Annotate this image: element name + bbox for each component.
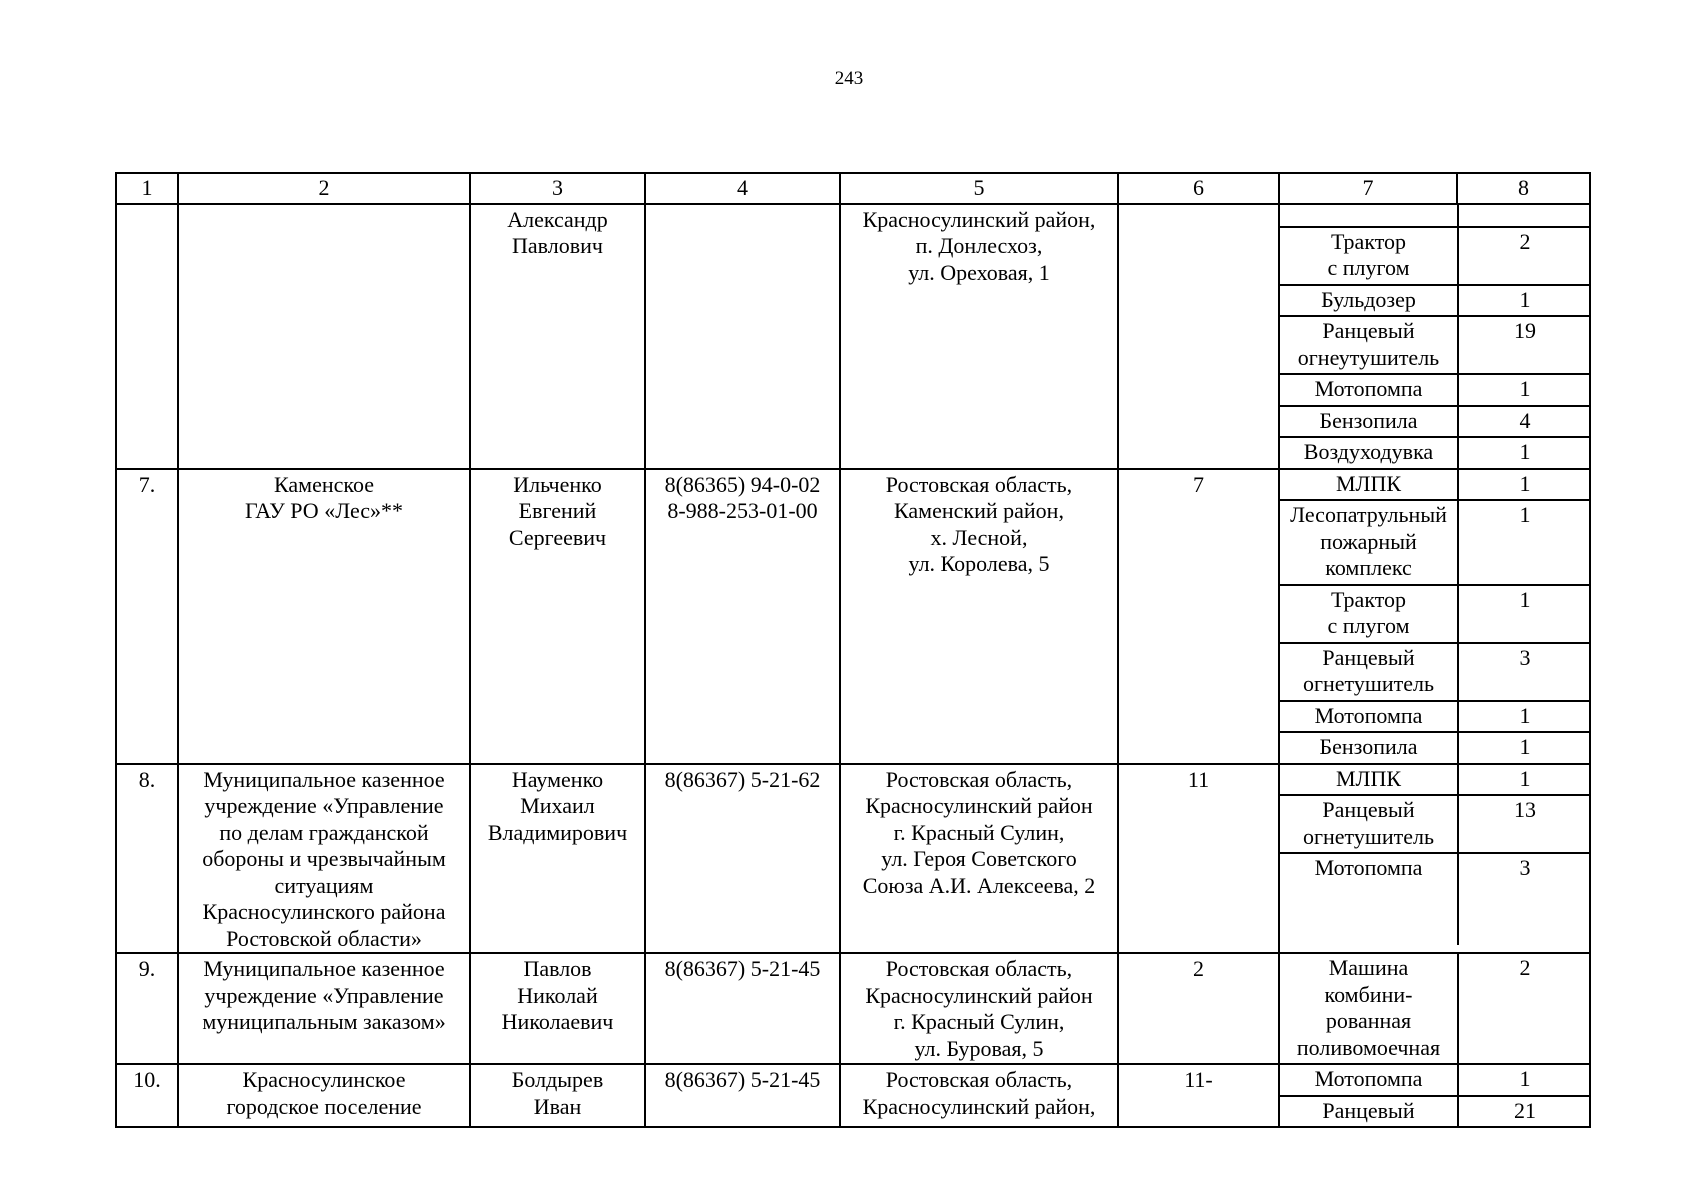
head-cell: [470, 1064, 645, 1127]
head-cell: [470, 469, 645, 764]
head-name-line: Николаевич: [501, 1009, 614, 1034]
organization-cell: [178, 1064, 470, 1127]
equipment-name-line: комплекс: [1325, 555, 1412, 580]
head-name-line: Ильченко: [513, 471, 602, 497]
equipment-subtable: [1280, 765, 1591, 946]
equipment-row: [1280, 1096, 1591, 1127]
equipment-row: [1280, 795, 1591, 853]
organization-line: ситуациям: [274, 872, 374, 898]
equipment-name: [1280, 374, 1458, 406]
address-line: г. Красный Сулин,: [893, 1009, 1065, 1034]
equipment-row: [1280, 316, 1591, 374]
equipment-row: [1280, 1065, 1591, 1096]
address-line: Красносулинский район,: [862, 1093, 1096, 1119]
header-row: [116, 173, 1590, 204]
equipment-quantity: 1: [1458, 701, 1591, 733]
equipment-row: [1280, 643, 1591, 701]
equipment-quantity: 1: [1458, 765, 1591, 796]
address-line: г. Красный Сулин,: [893, 819, 1065, 845]
head-name-line: Михаил: [520, 793, 595, 818]
equipment-quantity: 1: [1519, 439, 1531, 464]
equipment-quantity: 1: [1458, 470, 1591, 501]
head-name-line: Евгений: [518, 498, 597, 523]
organization-line: учреждение «Управление: [204, 982, 444, 1008]
equipment-quantity: 4: [1458, 406, 1591, 438]
equipment-name-line: МЛПК: [1335, 765, 1402, 791]
equipment-name: [1280, 227, 1458, 285]
equipment-name-line: Трактор: [1330, 228, 1407, 254]
equipment-name-line: поливомоечная: [1296, 1034, 1441, 1060]
equipment-name-line: рованная: [1325, 1008, 1412, 1033]
row-number: 7.: [116, 469, 178, 764]
equipment-name: [1280, 585, 1458, 643]
equipment-name: [1280, 954, 1458, 1063]
column-header: 4: [645, 173, 840, 204]
column-header: 7: [1279, 173, 1457, 204]
equipment-name: [1280, 795, 1458, 853]
equipment-quantity: 19: [1458, 316, 1591, 374]
address-cell: [840, 953, 1118, 1064]
column-header: 6: [1118, 173, 1279, 204]
data-table: [115, 172, 1591, 1128]
head-name-line: Павлов: [523, 956, 592, 981]
equipment-name-line: Ранцевый: [1322, 644, 1415, 670]
address-line: Красносулинский район: [865, 982, 1093, 1008]
equipment-row: [1280, 227, 1591, 285]
equipment-quantity: 13: [1458, 795, 1591, 853]
equipment-name-line: Трактор: [1330, 586, 1407, 612]
equipment-quantity: 21: [1514, 1097, 1536, 1123]
table-row: [116, 764, 1590, 954]
equipment-quantity: 1: [1519, 734, 1531, 759]
equipment-quantity: 2: [1519, 955, 1531, 980]
equipment-name: [1280, 765, 1458, 796]
equipment-name-line: Мотопомпа: [1314, 1066, 1423, 1091]
phone-cell: [645, 469, 840, 764]
organization-line: муниципальным заказом»: [202, 1009, 446, 1034]
equipment-name-line: Бульдозер: [1321, 286, 1416, 312]
address-line: ул. Буровая, 5: [914, 1035, 1044, 1061]
address-line: ул. Королева, 5: [908, 551, 1050, 576]
address-line: Ростовская область,: [885, 471, 1073, 497]
organization-line: Муниципальное казенное: [203, 766, 445, 792]
head-cell: [470, 764, 645, 954]
phone-line: 8(86365) 94-0-02: [664, 471, 821, 497]
equipment-name-line: с плугом: [1327, 613, 1410, 638]
equipment-row: [1280, 437, 1591, 468]
head-name-line: Владимирович: [487, 819, 628, 845]
equipment-subtable: [1280, 1065, 1591, 1126]
equipment-row: [1280, 470, 1591, 501]
phone-line: 8(86367) 5-21-62: [664, 766, 821, 792]
equipment-name-line: Мотопомпа: [1314, 855, 1423, 880]
equipment-name-line: огнетушитель: [1303, 823, 1434, 849]
equipment-cell: [1279, 204, 1590, 469]
organization-line: ГАУ РО «Лес»**: [244, 498, 404, 523]
equipment-name-line: Лесопатрульный: [1290, 502, 1447, 527]
equipment-subtable: [1280, 205, 1591, 468]
count-cell: 7: [1118, 469, 1279, 764]
equipment-name-line: МЛПК: [1335, 470, 1402, 496]
equipment-name: [1280, 732, 1458, 763]
head-name-line: Николай: [517, 982, 598, 1008]
phone-line: 8-988-253-01-00: [667, 498, 818, 523]
equipment-name: [1280, 316, 1458, 374]
equipment-name-line: Машина: [1328, 955, 1409, 980]
equipment-quantity: 1: [1458, 285, 1591, 317]
equipment-cell: [1279, 469, 1590, 764]
equipment-name-line: Ранцевый: [1322, 318, 1415, 343]
column-header: 8: [1457, 173, 1590, 204]
head-name-line: Сергеевич: [508, 524, 607, 550]
address-line: ул. Ореховая, 1: [908, 259, 1050, 285]
equipment-quantity: 3: [1519, 855, 1531, 880]
column-header: 5: [840, 173, 1118, 204]
equipment-name-line: с плугом: [1327, 255, 1410, 280]
organization-cell: [178, 469, 470, 764]
head-name-line: Павлович: [512, 233, 603, 258]
row-number: 9.: [116, 953, 178, 1064]
equipment-name: [1280, 437, 1458, 468]
address-cell: [840, 1064, 1118, 1127]
row-number: 8.: [116, 764, 178, 954]
address-line: ул. Героя Советского: [881, 846, 1077, 871]
organization-line: обороны и чрезвычайным: [202, 846, 446, 871]
equipment-name-line: комбини-: [1324, 981, 1413, 1007]
organization-cell: [178, 953, 470, 1064]
organization-line: Муниципальное казенное: [203, 956, 445, 981]
row-number: 10.: [116, 1064, 178, 1127]
address-cell: [840, 204, 1118, 469]
equipment-name: [1280, 1096, 1458, 1127]
address-cell: [840, 764, 1118, 954]
organization-line: Каменское: [274, 471, 374, 497]
address-line: Союза А.И. Алексеева, 2: [862, 872, 1096, 898]
organization-line: городское поселение: [226, 1093, 422, 1119]
address-line: Каменский район,: [894, 498, 1064, 523]
organization-line: учреждение «Управление: [204, 793, 444, 818]
column-header: 1: [116, 173, 178, 204]
table-row: [116, 1064, 1590, 1127]
equipment-row: [1280, 954, 1591, 1063]
equipment-quantity: 1: [1458, 500, 1591, 585]
head-name-line: Науменко: [511, 766, 604, 792]
phone-cell: [645, 204, 840, 469]
equipment-quantity: 1: [1458, 585, 1591, 643]
phone-line: 8(86367) 5-21-45: [664, 1067, 821, 1092]
phone-cell: [645, 953, 840, 1064]
address-line: Красносулинский район: [865, 793, 1093, 818]
head-name-line: Болдырев: [511, 1067, 604, 1092]
organization-line: Красносулинское: [242, 1067, 406, 1092]
row-number: [116, 204, 178, 469]
head-name-line: Иван: [533, 1093, 582, 1119]
address-cell: [840, 469, 1118, 764]
equipment-name-line: Ранцевый: [1322, 797, 1415, 822]
equipment-name: [1280, 853, 1458, 945]
count-cell: [1118, 204, 1279, 469]
equipment-quantity: [1458, 205, 1591, 227]
equipment-name-line: пожарный: [1320, 528, 1417, 554]
count-cell: 11: [1118, 764, 1279, 954]
equipment-row: [1280, 585, 1591, 643]
equipment-name: [1280, 470, 1458, 501]
page-number: 243: [834, 68, 864, 89]
equipment-subtable: [1280, 470, 1591, 763]
phone-cell: [645, 764, 840, 954]
organization-cell: [178, 764, 470, 954]
address-line: Ростовская область,: [885, 1067, 1073, 1092]
equipment-row: [1280, 701, 1591, 733]
equipment-name: [1280, 500, 1458, 585]
column-header: 2: [178, 173, 470, 204]
count-cell: 11-: [1118, 1064, 1279, 1127]
address-line: Красносулинский район,: [862, 206, 1096, 232]
equipment-name-line: Воздуходувка: [1303, 439, 1434, 464]
address-line: Ростовская область,: [885, 766, 1073, 792]
equipment-quantity: 1: [1458, 374, 1591, 406]
equipment-name-line: Ранцевый: [1322, 1097, 1415, 1123]
equipment-cell: [1279, 764, 1590, 954]
equipment-name: [1280, 1065, 1458, 1096]
organization-cell: [178, 204, 470, 469]
phone-line: 8(86367) 5-21-45: [664, 956, 821, 981]
equipment-row: [1280, 374, 1591, 406]
equipment-name: [1280, 701, 1458, 733]
equipment-row: [1280, 853, 1591, 945]
organization-line: Красносулинского района: [202, 899, 446, 924]
equipment-name: [1280, 205, 1458, 227]
table-row: [116, 953, 1590, 1064]
column-header: 3: [470, 173, 645, 204]
equipment-cell: [1279, 1064, 1590, 1127]
organization-line: по делам гражданской: [219, 819, 429, 845]
equipment-row: [1280, 205, 1591, 227]
equipment-name-line: Мотопомпа: [1314, 376, 1423, 401]
equipment-row: [1280, 406, 1591, 438]
count-cell: 2: [1118, 953, 1279, 1064]
equipment-subtable: [1280, 954, 1591, 1063]
equipment-row: [1280, 285, 1591, 317]
equipment-cell: [1279, 953, 1590, 1064]
equipment-quantity: 1: [1458, 1065, 1591, 1096]
equipment-row: [1280, 732, 1591, 763]
equipment-name-line: огнеутушитель: [1297, 344, 1440, 370]
equipment-name-line: Бензопила: [1319, 734, 1418, 759]
head-cell: [470, 953, 645, 1064]
equipment-name: [1280, 643, 1458, 701]
table-row: [116, 469, 1590, 764]
equipment-row: [1280, 500, 1591, 585]
address-line: х. Лесной,: [930, 524, 1028, 550]
address-line: Ростовская область,: [885, 956, 1073, 981]
head-cell: [470, 204, 645, 469]
equipment-name-line: Мотопомпа: [1314, 702, 1423, 728]
equipment-name: [1280, 285, 1458, 317]
table-row: [116, 204, 1590, 469]
phone-cell: [645, 1064, 840, 1127]
equipment-name-line: Бензопила: [1319, 407, 1418, 433]
address-line: п. Донлесхоз,: [915, 233, 1043, 258]
equipment-quantity: 3: [1458, 643, 1591, 701]
equipment-name: [1280, 406, 1458, 438]
equipment-name-line: огнетушитель: [1303, 671, 1434, 696]
equipment-row: [1280, 765, 1591, 796]
equipment-quantity: 2: [1458, 227, 1591, 285]
organization-line: Ростовской области»: [226, 925, 422, 951]
head-name-line: Александр: [507, 206, 608, 232]
